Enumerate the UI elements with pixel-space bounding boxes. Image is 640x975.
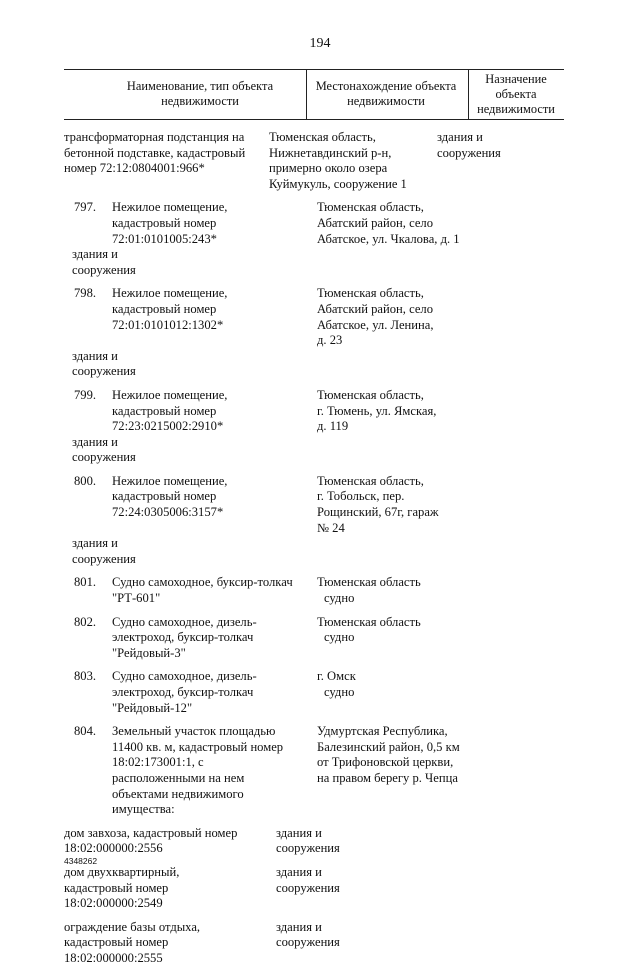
header-purpose-text: Назначение объекта недвижимости: [477, 72, 555, 116]
row-number: 804.: [74, 724, 97, 739]
table-row: [64, 130, 564, 192]
page-number: 194: [309, 36, 331, 51]
row-name: Судно самоходное, дизель- электроход, буксир-толкач "Рейдовый-12": [112, 669, 257, 715]
row-name: Судно самоходное, буксир-толкач "РТ-601": [112, 575, 293, 606]
row-name: дом завхоза, кадастровый номер 18:02:000000:2556: [64, 825, 238, 856]
row-purpose: здания и сооружения: [276, 919, 340, 950]
header-location: [306, 79, 466, 109]
row-number: 799.: [74, 387, 97, 402]
document-code: 4348262: [64, 856, 98, 866]
row-purpose: здания и сооружения: [72, 434, 136, 465]
row-location: Тюменская область: [317, 614, 421, 629]
row-number: 800.: [74, 473, 97, 488]
row-location: Тюменская область, г. Тюмень, ул. Ямская, д. 119: [317, 387, 437, 434]
table-row: [64, 575, 564, 606]
table-row: [64, 200, 564, 278]
table-row: [64, 388, 564, 466]
row-location: г. Омск: [317, 669, 356, 684]
property-table: [64, 130, 564, 975]
table-row: [64, 474, 564, 568]
row-purpose: судно: [324, 630, 355, 645]
row-purpose: здания и сооружения: [437, 130, 501, 160]
row-number: 798.: [74, 286, 97, 301]
row-number: 802.: [74, 614, 97, 629]
row-purpose: здания и сооружения: [276, 825, 340, 856]
header-purpose: [470, 72, 562, 117]
row-purpose: здания и сооружения: [72, 247, 136, 277]
row-name: дом двухквартирный, кадастровый номер 18:02:000000:2549: [64, 864, 180, 911]
row-name: Земельный участок площадью 11400 кв. м, кадастровый номер 18:02:173001:1, с расположенными на нем объектами недвижимого имущества:: [112, 724, 284, 817]
row-name: Нежилое помещение, кадастровый номер 72:01:0101012:1302*: [112, 286, 228, 332]
table-top-rule: [64, 69, 564, 70]
row-name: трансформаторная подстанция на бетонной подставке, кадастровый номер 72:12:0804001:966*: [64, 130, 246, 176]
table-row: [64, 669, 564, 716]
row-purpose: здания и сооружения: [276, 864, 340, 895]
table-header-rule: [64, 119, 564, 120]
table-row: [64, 615, 564, 662]
table-row: [64, 920, 564, 967]
row-location: Тюменская область, Абатский район, село Абатское, ул. Ленина, д. 23: [317, 286, 434, 348]
row-number: 801.: [74, 575, 97, 590]
row-purpose: здания и сооружения: [72, 348, 136, 379]
row-name: Судно самоходное, дизель- электроход, буксир-толкач "Рейдовый-3": [112, 614, 257, 660]
row-name: Нежилое помещение, кадастровый номер 72:23:0215002:2910*: [112, 387, 228, 434]
header-name-text: Наименование, тип объекта недвижимости: [126, 79, 274, 108]
row-location: Тюменская область, г. Тобольск, пер. Рощинский, 67г, гараж № 24: [317, 473, 439, 535]
table-row: [64, 826, 564, 857]
row-number: 803.: [74, 669, 97, 684]
row-location: Удмуртская Республика, Балезинский район, 0,5 км от Трифоновской церкви, на правом берегу р. Чепца: [317, 724, 460, 785]
row-purpose: здания и сооружения: [72, 536, 136, 566]
row-name: Нежилое помещение, кадастровый номер 72:01:0101005:243*: [112, 200, 228, 246]
table-row: [64, 286, 564, 380]
header-location-text: Местонахождение объекта недвижимости: [315, 79, 457, 108]
row-purpose: судно: [324, 591, 355, 606]
row-location: Тюменская область, Нижнетавдинский р-н, примерно около озера Куймукуль, сооружение 1: [269, 130, 407, 191]
row-location: Тюменская область, Абатский район, село Абатское, ул. Чкалова, д. 1: [317, 200, 460, 246]
row-number: 797.: [74, 200, 97, 215]
header-name: [100, 79, 300, 109]
table-row: [64, 724, 564, 818]
row-location: Тюменская область: [317, 575, 421, 590]
row-name: ограждение базы отдыха, кадастровый номер 18:02:000000:2555: [64, 919, 201, 965]
row-purpose: судно: [324, 685, 355, 699]
row-name: Нежилое помещение, кадастровый номер 72:24:0305006:3157*: [112, 473, 228, 520]
header-divider: [468, 69, 469, 119]
